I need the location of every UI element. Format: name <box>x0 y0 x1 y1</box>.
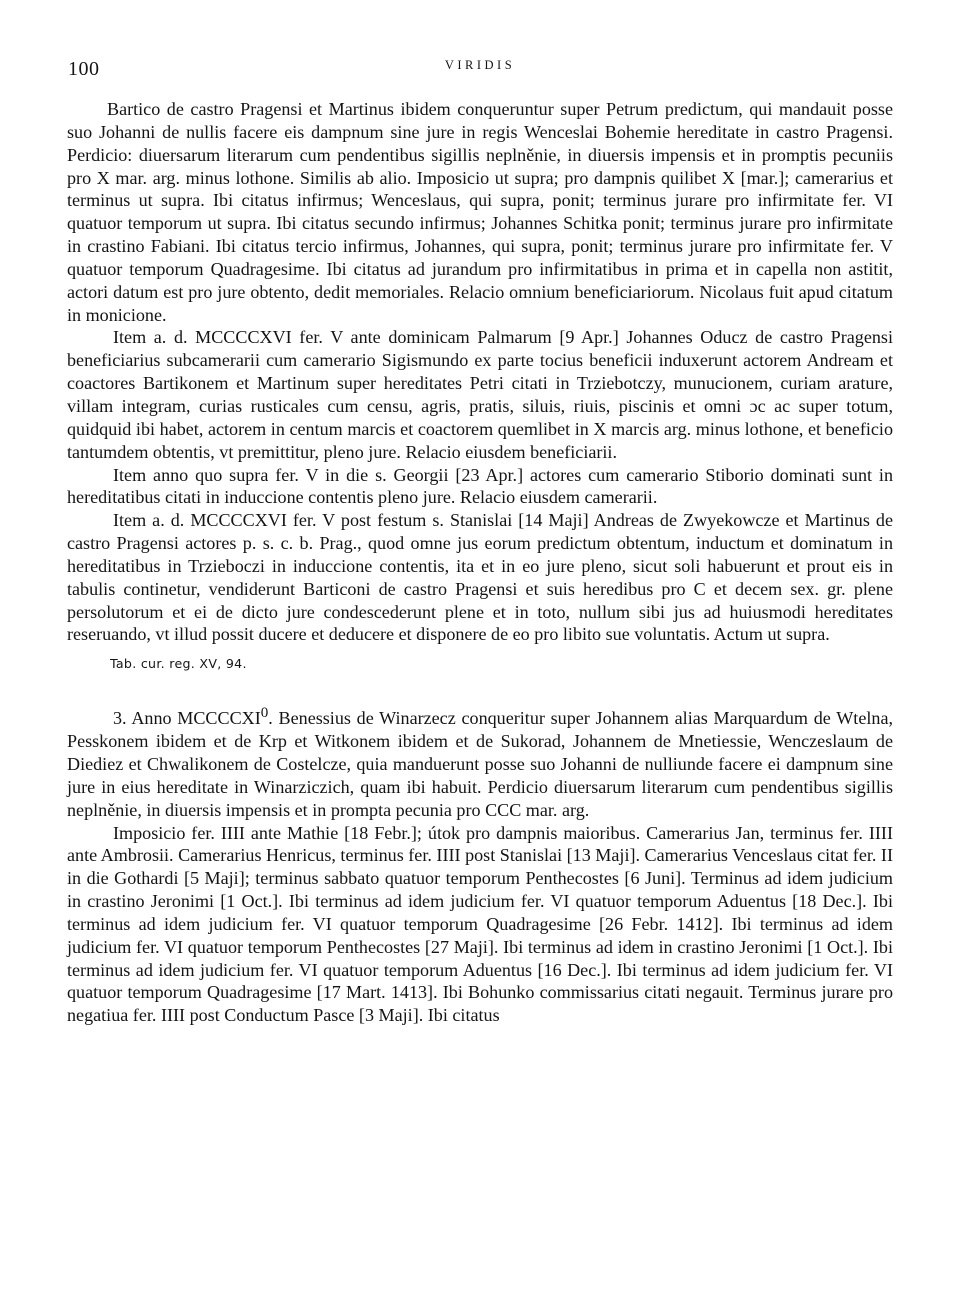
paragraph-sale-stanislai: Item a. d. MCCCCXVI fer. V post festum s. Stanislai [14 Maji] Andreas de Zwyekowcze et Martinus de castro Pragensi actores p. s. c. b. Prag., quod omne jus eorum predictum obtentum, inductum et dominatum in hereditatibus in Trzieboczi in induccione contentis, ita et in eo jure pleno, sicut soli habuerunt et prout eis in tabulis continetur, vendiderunt Barticoni de castro Pragensi et suis heredibus pro C et decem sex. gr. plene persolutorum et ei de dicto jure condescederunt plene et in toto, nullum sibi jus ad huiusmodi hereditates reseruando, vt illud possit ducere et deducere et disponere de eo pro libito sue voluntatis. Actum ut supra. <box>67 510 893 645</box>
paragraph-dominatio-georgii: Item anno quo supra fer. V in die s. Georgii [23 Apr.] actores cum camerario Stiborio dominati sunt in hereditatibus citati in induccione contentis pleno jure. Relacio eiusdem camerarii. <box>67 464 893 508</box>
paragraph-induction-1416: Item a. d. MCCCCXVI fer. V ante dominicam Palmarum [9 Apr.] Johannes Oducz de castro Pragensi beneficiarius subcamerarii cum camerario Sigismundo ex parte tocius beneficii induxerunt actorem Andream et coactores Bartikonem et Martinum super hereditates Petri citati in Trziebotczy, munucionem, curiam arature, villam integram, curias rusticales cum censu, agris, pratis, siluis, riuis, piscinis et omni ɔc ac super totum, quidquid ibi habet, actorem in centum marcis et coactorem quemlibet in X marcis arg. minus lothone, et beneficio tantumdem obtentis, vt premittitur, pleno jure. Relacio eiusdem beneficiarii. <box>67 327 893 462</box>
entry-year: Anno MCCCCXI <box>131 708 261 729</box>
entry-year-superscript: 0 <box>260 705 269 722</box>
running-title: VIRIDIS <box>444 58 516 72</box>
body-text <box>67 98 893 1027</box>
source-citation: Tab. cur. reg. XV, 94. <box>110 656 247 672</box>
paragraph-bartico-complaint: Bartico de castro Pragensi et Martinus ibidem conqueruntur super Petrum predictum, qui mandauit posse suo Johanni de nullis facere eis dampnum sine jure in regis Wenceslai Bohemie hereditate in castro Pragensi. Perdicio: diuersarum literarum cum pendentibus sigillis neplněnie, in diuersis impensis et in promptis pecuniis pro X mar. arg. minus lothone. Similis ab alio. Imposicio ut supra; pro dampnis quilibet X [mar.]; camerarius et terminus ut supra. Ibi citatus infirmus; Wenceslaus, qui supra, ponit; terminus jurare pro infirmitate fer. VI quatuor temporum ut supra. Ibi citatus secundo infirmus; Johannes Schitka ponit; terminus jurare pro infirmitate in crastino Fabiani. Ibi citatus tercio infirmus, Johannes, qui supra, ponit; terminus jurare pro infirmitate fer. V quatuor temporum Quadragesime. Ibi citatus ad jurandum pro infirmitatibus in prima et in capella non astitit, actori datum est pro jure obtento, dedit memoriales. Relacio omnium beneficiariorum. Nicolaus fuit apud citatum in monicione. <box>67 99 893 325</box>
entry-number: 3. <box>113 708 127 729</box>
entry-text: . Benessius de Winarzecz conqueritur super Johannem alias Marquardum de Wtelna, Pesskonem ibidem et de Krp et Witkonem ibidem et de Sukorad, Johannem de Mnetiessie, Wenczeslaum de Diediez et Chwalikonem de Costelcze, quia manduerunt posse suo Johanni de nulliunde facere ei dampnum sine jure in eius hereditate in Winarziczich, quam ibi habuit. Perdicio diuersarum literarum cum pendentibus sigillis neplněnie, in diuersis impensis et in prompta pecunia pro CCC mar. arg. <box>67 708 893 820</box>
entry-3-paragraph <box>67 702 893 821</box>
paragraph-imposicio-terms: Imposicio fer. IIII ante Mathie [18 Febr.]; útok pro dampnis maioribus. Camerarius Jan, terminus fer. IIII ante Ambrosii. Camerarius Henricus, terminus fer. IIII post Stanislai [13 Maji]. Camerarius Venceslaus citat fer. II in die Gothardi [5 Maji]; terminus sabbato quatuor temporum Penthecostes [6 Juni]. Terminus ad idem judicium in crastino Jeronimi [1 Oct.]. Ibi terminus ad idem judicium fer. VI quatuor temporum Aduentus [18 Dec.]. Ibi terminus ad idem judicium fer. VI quatuor temporum Quadragesime [26 Febr. 1412]. Ibi terminus ad idem judicium fer. VI quatuor temporum Penthecostes [27 Maji]. Ibi terminus ad idem in crastino Jeronimi [1 Oct.]. Ibi terminus ad idem judicium fer. VI quatuor temporum Aduentus [16 Dec.]. Ibi terminus ad idem judicium fer. VI quatuor temporum Quadragesime [17 Mart. 1413]. Ibi Bohunko commissarius citati negauit. Terminus jurare pro negatiua fer. IIII post Conductum Pasce [3 Maji]. Ibi citatus <box>67 822 893 1026</box>
page-number: 100 <box>68 58 100 80</box>
